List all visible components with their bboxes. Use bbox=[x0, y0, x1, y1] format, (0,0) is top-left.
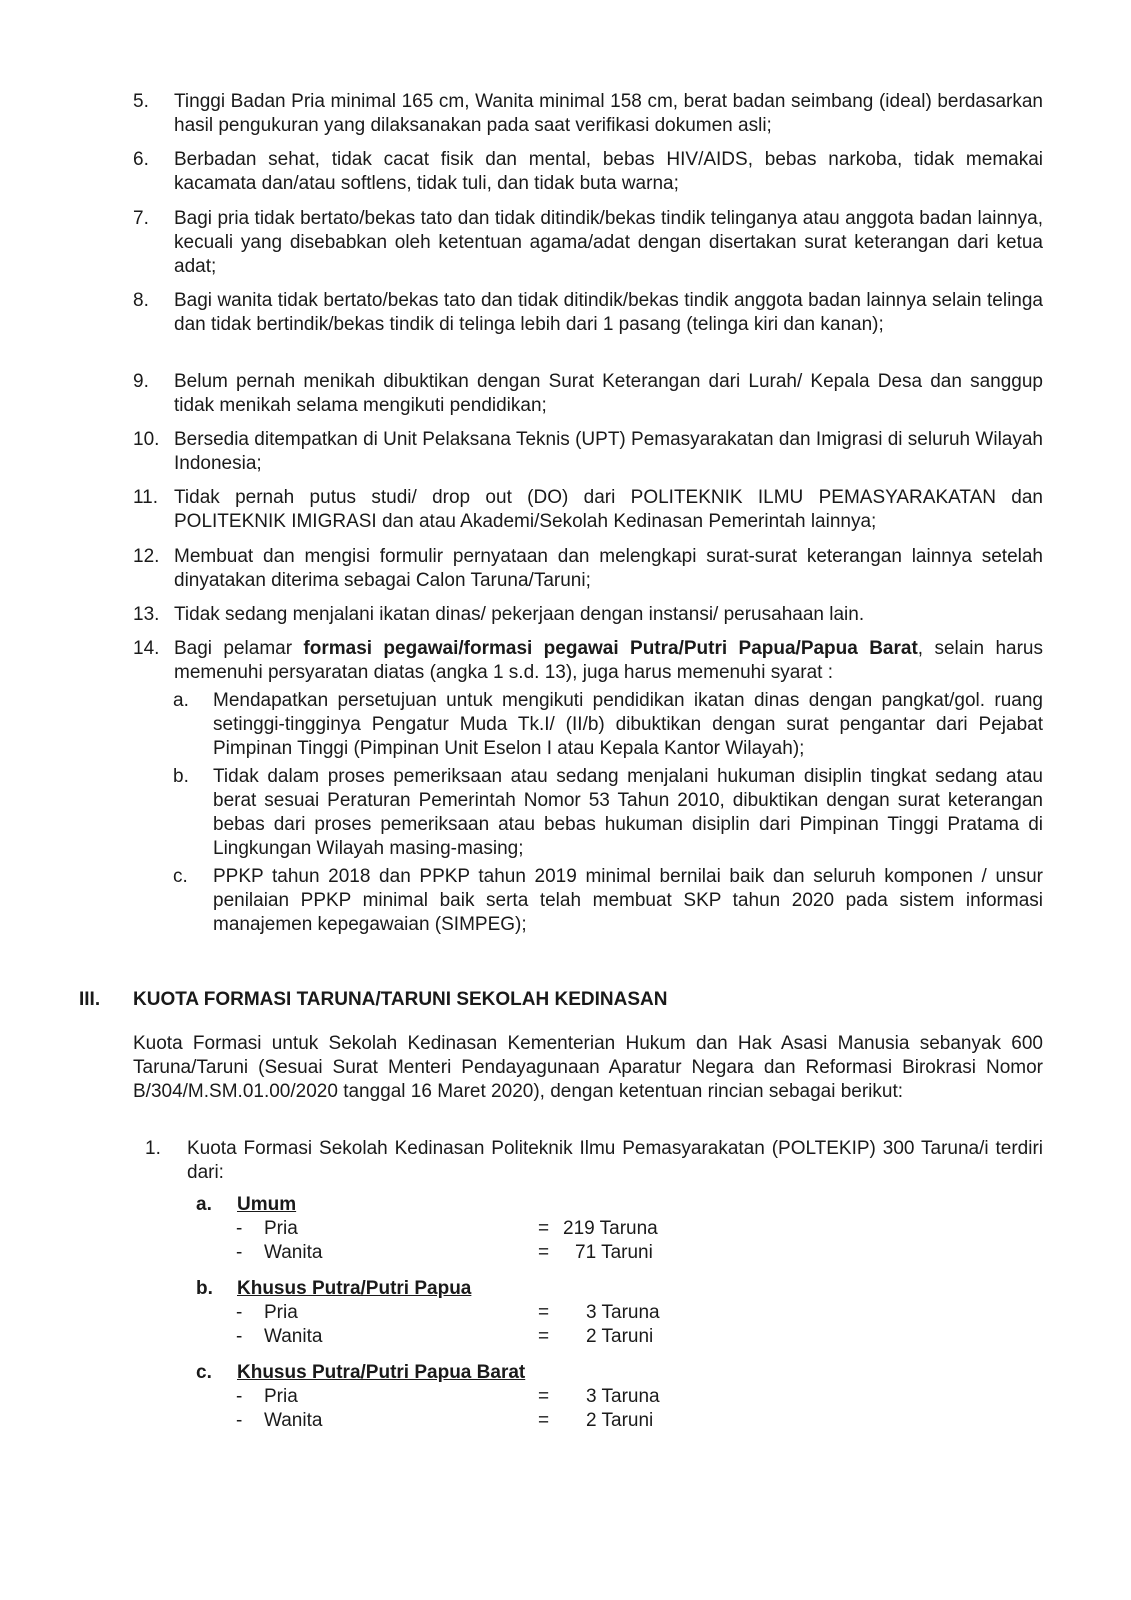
requirement-number: 11. bbox=[133, 487, 159, 508]
row-equals: = bbox=[538, 1218, 550, 1239]
requirement-text: Bersedia ditempatkan di Unit Pelaksana Teknis (UPT) Pemasyarakatan dan Imigrasi di seluruh Wilayah Indonesia; bbox=[174, 429, 1043, 474]
group-letter: c. bbox=[196, 1362, 212, 1383]
sub-requirement-c bbox=[173, 865, 1043, 937]
quota-row bbox=[236, 1409, 736, 1433]
requirement-text bbox=[174, 637, 1043, 685]
row-label: Wanita bbox=[264, 1242, 323, 1263]
row-equals: = bbox=[538, 1386, 550, 1407]
requirement-item bbox=[133, 207, 1043, 279]
row-dash: - bbox=[236, 1326, 243, 1347]
sub-letter: c. bbox=[173, 866, 188, 887]
row-equals: = bbox=[538, 1410, 550, 1431]
section-number: III. bbox=[79, 989, 101, 1010]
requirement-number: 13. bbox=[133, 604, 160, 625]
requirement-number: 14. bbox=[133, 638, 160, 659]
row-label: Pria bbox=[264, 1302, 298, 1323]
sub-text: PPKP tahun 2018 dan PPKP tahun 2019 minimal bernilai baik dan seluruh komponen / unsur penilaian PPKP minimal baik serta telah membuat SKP tahun 2020 pada sistem informasi manajemen kepegawaian (SIMPEG); bbox=[213, 866, 1043, 935]
sub-requirement-a bbox=[173, 689, 1043, 761]
requirement-number: 5. bbox=[133, 91, 149, 112]
row-value: 3 Taruna bbox=[586, 1386, 660, 1407]
row-value: 2 Taruni bbox=[586, 1410, 654, 1431]
row-dash: - bbox=[236, 1302, 243, 1323]
requirement-item bbox=[133, 603, 1043, 627]
requirement-text: Bagi wanita tidak bertato/bekas tato dan tidak ditindik/bekas tindik anggota badan lainnya selain telinga dan tidak bertindik/bekas tindik di telinga lebih dari 1 pasang (telinga kiri dan kanan); bbox=[174, 290, 1043, 335]
requirement-text: Berbadan sehat, tidak cacat fisik dan mental, bebas HIV/AIDS, bebas narkoba, tidak memakai kacamata dan/atau softlens, tidak tuli, dan tidak buta warna; bbox=[174, 149, 1043, 194]
item14-post: , selain harus memenuhi persyaratan diatas (angka 1 s.d. 13), juga harus memenuhi syarat : bbox=[174, 638, 1043, 683]
quota-number: 1. bbox=[145, 1138, 161, 1159]
group-letter: b. bbox=[196, 1278, 213, 1299]
sub-letter: b. bbox=[173, 766, 189, 787]
row-equals: = bbox=[538, 1326, 550, 1347]
row-label: Wanita bbox=[264, 1326, 323, 1347]
requirement-item bbox=[133, 545, 1043, 593]
sub-letter: a. bbox=[173, 690, 189, 711]
quota-row bbox=[236, 1325, 736, 1349]
requirement-number: 6. bbox=[133, 149, 149, 170]
section-intro: Kuota Formasi untuk Sekolah Kedinasan Kementerian Hukum dan Hak Asasi Manusia sebanyak 600 Taruna/Taruni (Sesuai Surat Menteri Pendayagunaan Aparatur Negara dan Reformasi Birokrasi Nomor B/304/M.SM.01.00/2020 tanggal 16 Maret 2020), dengan ketentuan rincian sebagai berikut: bbox=[133, 1033, 1043, 1102]
requirement-item bbox=[133, 90, 1043, 138]
row-value: 3 Taruna bbox=[586, 1302, 660, 1323]
row-value: 219 Taruna bbox=[563, 1218, 658, 1239]
requirement-text: Tinggi Badan Pria minimal 165 cm, Wanita minimal 158 cm, berat badan seimbang (ideal) berdasarkan hasil pengukuran yang dilaksanakan pada saat verifikasi dokumen asli; bbox=[174, 91, 1043, 136]
requirement-text: Belum pernah menikah dibuktikan dengan Surat Keterangan dari Lurah/ Kepala Desa dan sanggup tidak menikah selama mengikuti pendidikan; bbox=[174, 371, 1043, 416]
quota-text: Kuota Formasi Sekolah Kedinasan Politeknik Ilmu Pemasyarakatan (POLTEKIP) 300 Taruna/i terdiri dari: bbox=[187, 1138, 1043, 1183]
requirement-number: 10. bbox=[133, 429, 160, 450]
sub-requirement-b bbox=[173, 765, 1043, 861]
requirement-item bbox=[133, 486, 1043, 534]
requirement-number: 8. bbox=[133, 290, 149, 311]
quota-row bbox=[236, 1241, 736, 1265]
row-equals: = bbox=[538, 1302, 550, 1323]
row-value: 2 Taruni bbox=[586, 1326, 654, 1347]
row-label: Pria bbox=[264, 1218, 298, 1239]
quota-row bbox=[236, 1385, 736, 1409]
row-dash: - bbox=[236, 1218, 243, 1239]
requirement-text: Bagi pria tidak bertato/bekas tato dan tidak ditindik/bekas tindik telinganya atau anggota badan lainnya, kecuali yang disebabkan oleh ketentuan agama/adat dengan disertakan surat keterangan dari ketua adat; bbox=[174, 208, 1043, 277]
requirement-text: Tidak pernah putus studi/ drop out (DO) dari POLITEKNIK ILMU PEMASYARAKATAN dan POLITEKNIK IMIGRASI dan atau Akademi/Sekolah Kedinasan Pemerintah lainnya; bbox=[174, 487, 1043, 532]
requirement-item bbox=[133, 148, 1043, 196]
sub-text: Mendapatkan persetujuan untuk mengikuti pendidikan ikatan dinas dengan pangkat/gol. ruang setinggi-tingginya Pengatur Muda Tk.I/ (II/b) dibuktikan dengan surat pengantar dari Pejabat Pimpinan Tinggi (Pimpinan Unit Eselon I atau Kepala Kantor Wilayah); bbox=[213, 690, 1043, 759]
group-letter: a. bbox=[196, 1194, 212, 1215]
requirement-item bbox=[133, 370, 1043, 418]
quota-item-1 bbox=[145, 1137, 1043, 1185]
row-dash: - bbox=[236, 1410, 243, 1431]
requirement-item bbox=[133, 428, 1043, 476]
requirement-item bbox=[133, 289, 1043, 337]
group-title: Khusus Putra/Putri Papua Barat bbox=[237, 1362, 526, 1383]
row-label: Wanita bbox=[264, 1410, 323, 1431]
requirement-text: Tidak sedang menjalani ikatan dinas/ pekerjaan dengan instansi/ perusahaan lain. bbox=[174, 604, 865, 625]
row-dash: - bbox=[236, 1386, 243, 1407]
row-dash: - bbox=[236, 1242, 243, 1263]
section-title: KUOTA FORMASI TARUNA/TARUNI SEKOLAH KEDINASAN bbox=[133, 989, 668, 1010]
item14-bold-phrase: formasi pegawai/formasi pegawai Putra/Putri Papua/Papua Barat bbox=[303, 638, 918, 659]
group-title: Khusus Putra/Putri Papua bbox=[237, 1278, 472, 1299]
row-equals: = bbox=[538, 1242, 550, 1263]
group-title: Umum bbox=[237, 1194, 297, 1215]
quota-row bbox=[236, 1217, 736, 1241]
requirement-number: 9. bbox=[133, 371, 149, 392]
row-label: Pria bbox=[264, 1386, 298, 1407]
row-value: 71 Taruni bbox=[575, 1242, 653, 1263]
requirement-number: 7. bbox=[133, 208, 149, 229]
item14-pre: Bagi pelamar bbox=[174, 638, 304, 659]
requirement-number: 12. bbox=[133, 546, 160, 567]
sub-text: Tidak dalam proses pemeriksaan atau sedang menjalani hukuman disiplin tingkat sedang atau berat sesuai Peraturan Pemerintah Nomor 53 Tahun 2010, dibuktikan dengan surat keterangan bebas dari proses pemeriksaan atau bebas hukuman disiplin dari Pimpinan Tinggi Pratama di Lingkungan Wilayah masing-masing; bbox=[213, 766, 1043, 859]
requirement-text: Membuat dan mengisi formulir pernyataan dan melengkapi surat-surat keterangan lainnya setelah dinyatakan diterima sebagai Calon Taruna/Taruni; bbox=[174, 546, 1043, 591]
quota-row bbox=[236, 1301, 736, 1325]
requirement-item-14 bbox=[133, 637, 1043, 685]
